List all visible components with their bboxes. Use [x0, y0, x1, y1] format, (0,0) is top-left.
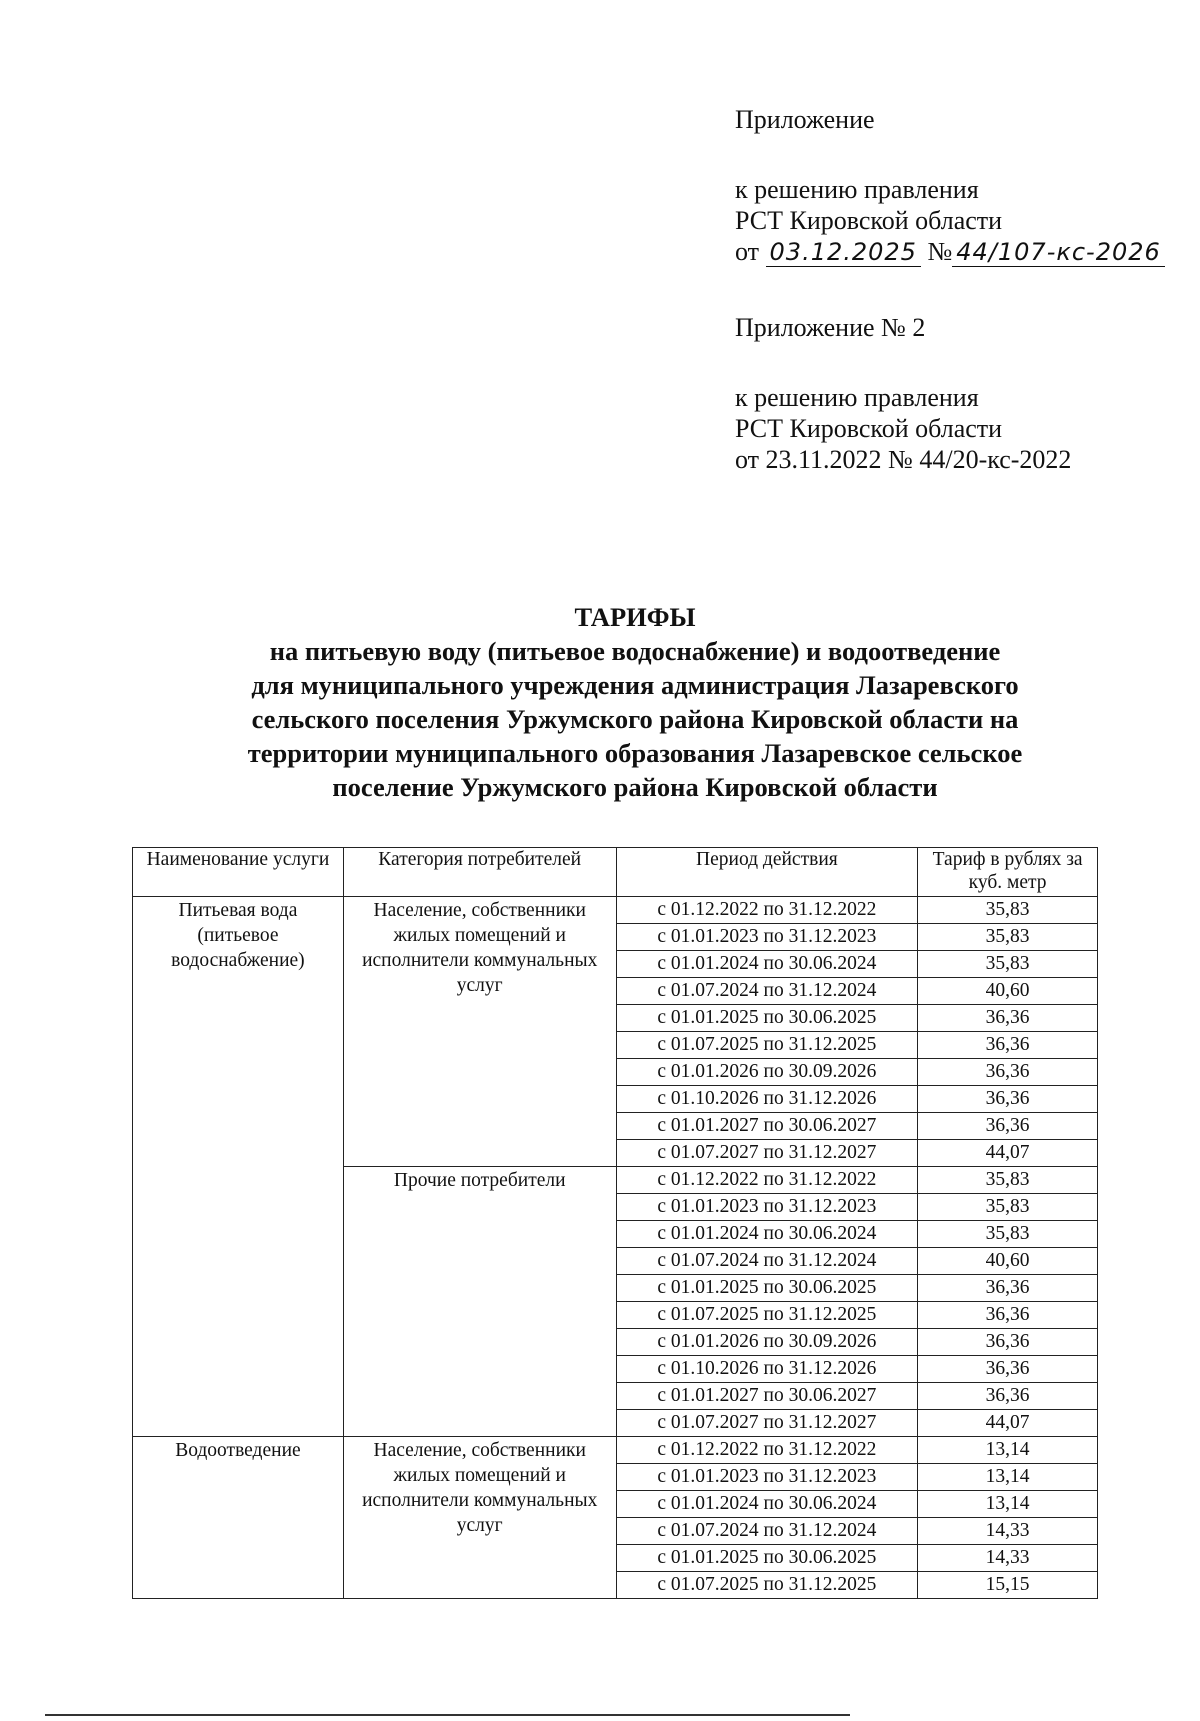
tariff-cell: 36,36: [918, 1329, 1098, 1356]
category-cell: Население, собственники жилых помещений и исполнители коммунальных услуг: [343, 897, 616, 1167]
tariff-cell: 36,36: [918, 1302, 1098, 1329]
tariff-cell: 40,60: [918, 1248, 1098, 1275]
service-cell: Питьевая вода (питьевое водоснабжение): [133, 897, 344, 1437]
period-cell: с 01.07.2024 по 31.12.2024: [616, 1248, 918, 1275]
title-line: для муниципального учреждения администрация Лазаревского: [251, 670, 1019, 700]
period-cell: с 01.07.2027 по 31.12.2027: [616, 1410, 918, 1437]
org-line-2: РСТ Кировской области: [735, 414, 1003, 443]
tariff-cell: 14,33: [918, 1545, 1098, 1572]
period-cell: с 01.07.2027 по 31.12.2027: [616, 1140, 918, 1167]
handwritten-number: 44/107-кс-2026: [952, 238, 1165, 267]
period-cell: с 01.01.2025 по 30.06.2025: [616, 1545, 918, 1572]
tariff-cell: 35,83: [918, 1221, 1098, 1248]
tariff-cell: 44,07: [918, 1410, 1098, 1437]
table-row: [133, 897, 1098, 924]
period-cell: с 01.01.2025 по 30.06.2025: [616, 1275, 918, 1302]
date-prefix: от: [735, 237, 760, 266]
tariff-cell: 36,36: [918, 1275, 1098, 1302]
header-tariff: Тариф в рублях за куб. метр: [918, 848, 1098, 897]
period-cell: с 01.01.2027 по 30.06.2027: [616, 1383, 918, 1410]
period-cell: с 01.10.2026 по 31.12.2026: [616, 1086, 918, 1113]
period-cell: с 01.10.2026 по 31.12.2026: [616, 1356, 918, 1383]
period-cell: с 01.12.2022 по 31.12.2022: [616, 1167, 918, 1194]
decision-line-2: к решению правления: [735, 383, 979, 412]
tariff-cell: 36,36: [918, 1086, 1098, 1113]
tariff-cell: 36,36: [918, 1113, 1098, 1140]
tariff-cell: 35,83: [918, 1194, 1098, 1221]
header-category: Категория потребителей: [343, 848, 616, 897]
tariff-cell: 13,14: [918, 1464, 1098, 1491]
tariff-cell: 14,33: [918, 1518, 1098, 1545]
title-heading: ТАРИФЫ: [574, 602, 696, 632]
tariff-cell: 36,36: [918, 1356, 1098, 1383]
handwritten-date: 03.12.2025: [766, 238, 921, 267]
document-title: [130, 600, 1140, 804]
number-prefix: №: [927, 237, 953, 266]
period-cell: с 01.01.2024 по 30.06.2024: [616, 951, 918, 978]
tariff-cell: 35,83: [918, 951, 1098, 978]
header-service: Наименование услуги: [133, 848, 344, 897]
header-period: Период действия: [616, 848, 918, 897]
tariff-cell: 35,83: [918, 1167, 1098, 1194]
period-cell: с 01.12.2022 по 31.12.2022: [616, 1437, 918, 1464]
org-line: РСТ Кировской области: [735, 206, 1003, 235]
tariff-cell: 35,83: [918, 897, 1098, 924]
appendix-title: Приложение: [735, 105, 875, 134]
tariff-cell: 35,83: [918, 924, 1098, 951]
period-cell: с 01.07.2025 по 31.12.2025: [616, 1572, 918, 1599]
period-cell: с 01.01.2023 по 31.12.2023: [616, 1464, 918, 1491]
tariff-cell: 13,14: [918, 1437, 1098, 1464]
tariff-cell: 13,14: [918, 1491, 1098, 1518]
service-cell: Водоотведение: [133, 1437, 344, 1599]
period-cell: с 01.01.2025 по 30.06.2025: [616, 1005, 918, 1032]
title-line: поселение Уржумского района Кировской области: [332, 772, 938, 802]
period-cell: с 01.01.2026 по 30.09.2026: [616, 1329, 918, 1356]
category-cell: Прочие потребители: [343, 1167, 616, 1437]
tariff-cell: 36,36: [918, 1059, 1098, 1086]
period-cell: с 01.07.2024 по 31.12.2024: [616, 1518, 918, 1545]
period-cell: с 01.01.2023 по 31.12.2023: [616, 1194, 918, 1221]
tariff-cell: 15,15: [918, 1572, 1098, 1599]
decision-date-line: [735, 236, 1165, 268]
decision-line: к решению правления: [735, 175, 979, 204]
category-cell: Население, собственники жилых помещений и исполнители коммунальных услуг: [343, 1437, 616, 1599]
period-cell: с 01.12.2022 по 31.12.2022: [616, 897, 918, 924]
title-line: сельского поселения Уржумского района Кировской области на: [251, 704, 1019, 734]
tariff-table: [132, 847, 1098, 1599]
tariff-cell: 36,36: [918, 1383, 1098, 1410]
title-line: на питьевую воду (питьевое водоснабжение) и водоотведение: [269, 636, 1001, 666]
tariff-cell: 36,36: [918, 1032, 1098, 1059]
tariff-cell: 40,60: [918, 978, 1098, 1005]
period-cell: с 01.01.2024 по 30.06.2024: [616, 1221, 918, 1248]
appendix-2-title: Приложение № 2: [735, 313, 926, 342]
tariff-cell: 44,07: [918, 1140, 1098, 1167]
period-cell: с 01.01.2023 по 31.12.2023: [616, 924, 918, 951]
period-cell: с 01.07.2025 по 31.12.2025: [616, 1032, 918, 1059]
title-line: территории муниципального образования Лазаревское сельское: [247, 738, 1023, 768]
appendix-block: [735, 104, 1165, 475]
period-cell: с 01.01.2024 по 30.06.2024: [616, 1491, 918, 1518]
table-row: [133, 1437, 1098, 1464]
period-cell: с 01.01.2027 по 30.06.2027: [616, 1113, 918, 1140]
period-cell: с 01.07.2025 по 31.12.2025: [616, 1302, 918, 1329]
table-header-row: [133, 848, 1098, 897]
decision-ref-2: от 23.11.2022 № 44/20-кс-2022: [735, 445, 1072, 474]
tariff-cell: 36,36: [918, 1005, 1098, 1032]
footer-divider: [45, 1714, 850, 1716]
period-cell: с 01.01.2026 по 30.09.2026: [616, 1059, 918, 1086]
period-cell: с 01.07.2024 по 31.12.2024: [616, 978, 918, 1005]
